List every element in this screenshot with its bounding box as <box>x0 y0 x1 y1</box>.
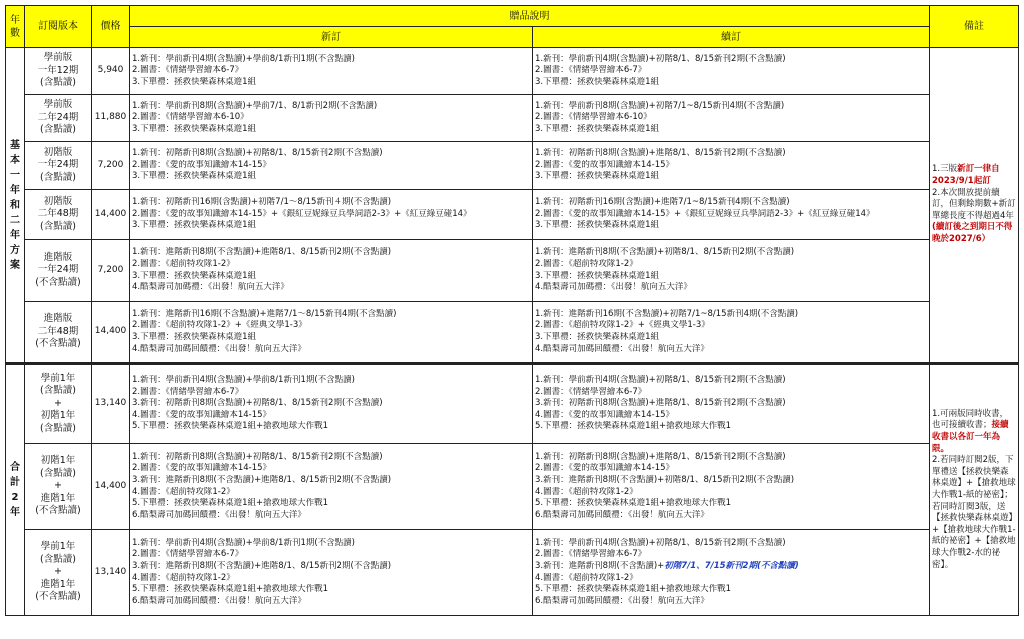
gift-line: 3.下單禮：拯救快樂森林桌遊1組 <box>132 76 257 87</box>
plan-line: (含點讀) <box>40 77 76 89</box>
gift-line: 3.下單禮：拯救快樂森林桌遊1組 <box>132 123 257 134</box>
plan-line: 一年24期 <box>37 159 79 171</box>
plan-line: (不含點讀) <box>35 591 81 603</box>
gift-line: 2.圖書：《情緒學習繪本6-7》 <box>132 386 244 397</box>
header-price-label: 價格 <box>100 21 121 32</box>
price-cell <box>92 240 130 302</box>
gift-line-highlight: 初階7/1、7/15新刊2期(不含點讀) <box>664 560 799 571</box>
header-renew-label: 續訂 <box>721 31 741 43</box>
note-paragraph <box>932 409 1016 455</box>
header-gift-label: 贈品說明 <box>509 10 550 22</box>
gift-line: 2.圖書：《情緒學習繪本6-7》 <box>535 386 647 397</box>
gift-line: 4.酷梨壽司加碼禮：《出發！航向五大洋》 <box>535 282 692 293</box>
gift-line: 2.圖書：《超前特攻隊1-2》+《經典文學1-3》 <box>535 320 710 331</box>
gift-line: 3.新刊：初階新刊8期(含點讀)+進階8/1、8/15新刊2期(不含點讀) <box>535 398 786 409</box>
plan-line: 初階1年 <box>40 455 76 467</box>
price-cell <box>92 48 130 95</box>
gift-line: 5.下單禮：拯救快樂森林桌遊1組+搶救地球大作戰1 <box>535 584 732 595</box>
new-gift-cell <box>130 190 533 240</box>
renew-gift-cell <box>533 530 930 616</box>
price-cell <box>92 364 130 444</box>
note-red: (續訂後之到期日不得晚於2027/6） <box>932 222 1013 244</box>
renew-gift-cell <box>533 302 930 364</box>
gift-line: 3.新刊：進階新刊8期(不含點讀)+初階8/1、8/15新刊2期(不含點讀) <box>535 474 795 485</box>
gift-line: 3.新刊：進階新刊8期(不含點讀)+進階8/1、8/15新刊2期(不含點讀) <box>132 560 392 571</box>
gift-line: 1.新刊：初階新刊8期(含點讀)+進階8/1、8/15新刊2期(不含點讀) <box>535 148 786 159</box>
subscription-table-container <box>5 5 1018 635</box>
gift-line: 2.圖書：《愛的故事知識繪本14-15》+《銀紅豆妮綠豆兵學詞語2-3》+《紅豆綠豆碰14》 <box>535 208 875 219</box>
new-gift-cell <box>130 302 533 364</box>
subscription-table <box>5 5 1019 616</box>
header-year-label: 年數 <box>10 14 20 39</box>
year-group-cell <box>6 48 25 364</box>
plan-line: 進階版 <box>43 313 73 325</box>
gift-line: 1.新刊：進階新刊16期(不含點讀)+初階7/1~8/15新刊4期(不含點讀) <box>535 308 799 319</box>
renew-gift-cell <box>533 95 930 142</box>
plan-line: 學前版 <box>43 99 73 111</box>
gift-line: 5.下單禮：拯救快樂森林桌遊1組+搶救地球大作戰1 <box>132 584 329 595</box>
price-value: 11,880 <box>94 112 127 123</box>
gift-line: 3.新刊：進階新刊8期(不含點讀)+進階8/1、8/15新刊2期(不含點讀) <box>132 474 392 485</box>
plan-line: 進階1年 <box>40 578 76 590</box>
gift-line: 5.下單禮：拯救快樂森林桌遊1組+搶救地球大作戰1 <box>535 421 732 432</box>
gift-line: 2.圖書：《情緒學習繪本6-7》 <box>535 65 647 76</box>
new-gift-cell <box>130 48 533 95</box>
gift-line: 1.新刊：初階新刊16期(含點讀)+初階7/1～8/15新刊４期(不含點讀) <box>132 197 392 208</box>
plan-line: 二年24期 <box>37 111 79 123</box>
plan-line: + <box>54 480 62 492</box>
renew-gift-cell <box>533 444 930 530</box>
gift-line-text: 3.新刊：進階新刊8期(不含點讀)+ <box>535 560 665 571</box>
plan-cell <box>25 190 92 240</box>
gift-line: 2.圖書：《情緒學習繪本6-10》 <box>132 112 249 123</box>
new-gift-cell <box>130 444 533 530</box>
plan-line: (含點讀) <box>40 124 76 136</box>
gift-line: 4.圖書：《超前特攻隊1-2》 <box>535 572 638 583</box>
plan-line: 進階版 <box>43 251 73 263</box>
note-red: 接續收書以各訂一年為限。 <box>932 420 1009 454</box>
gift-line: 5.下單禮：拯救快樂森林桌遊1組+搶救地球大作戰1 <box>132 498 329 509</box>
gift-line: 3.下單禮：拯救快樂森林桌遊1組 <box>132 270 257 281</box>
gift-line: 2.圖書：《情緒學習繪本6-10》 <box>535 112 652 123</box>
table-row <box>6 95 1019 142</box>
gift-line: 3.下單禮：拯救快樂森林桌遊1組 <box>535 270 660 281</box>
gift-line: 1.新刊：學前新刊4期(含點讀)+初階8/1、8/15新刊2期(不含點讀) <box>535 375 786 386</box>
gift-line: 2.圖書：《愛的故事知識繪本14-15》 <box>132 463 272 474</box>
gift-line: 5.下單禮：拯救快樂森林桌遊1組+搶救地球大作戰1 <box>132 421 329 432</box>
price-value: 7,200 <box>97 159 124 170</box>
plan-cell <box>25 142 92 190</box>
table-row <box>6 142 1019 190</box>
header-new-label: 新訂 <box>321 31 341 43</box>
gift-line: 1.新刊：初階新刊8期(含點讀)+進階8/1、8/15新刊2期(不含點讀) <box>535 451 786 462</box>
note-text: 1.三版 <box>932 164 958 175</box>
group-year-label: 合計2年 <box>10 462 20 518</box>
new-gift-cell <box>130 142 533 190</box>
gift-line: 3.下單禮：拯救快樂森林桌遊1組 <box>132 332 257 342</box>
new-gift-cell <box>130 364 533 444</box>
note-red: 新訂一律自2023/9/1起訂 <box>932 164 1000 187</box>
price-value: 14,400 <box>94 480 127 491</box>
price-value: 14,400 <box>94 326 127 337</box>
gift-line: 2.圖書：《超前特攻隊1-2》 <box>132 258 235 269</box>
table-row <box>6 240 1019 302</box>
gift-line: 5.下單禮：拯救快樂森林桌遊1組+搶救地球大作戰1 <box>535 498 732 509</box>
header-renew <box>533 27 930 48</box>
gift-line: 3.下單禮：拯救快樂森林桌遊1組 <box>535 332 660 342</box>
gift-line: 1.新刊：初階新刊16期(含點讀)+進階7/1~8/15新刊4期(不含點讀) <box>535 197 790 208</box>
plan-line: 學前版 <box>43 52 73 64</box>
gift-line: 3.下單禮：拯救快樂森林桌遊1組 <box>535 123 660 134</box>
plan-line: 一年24期 <box>37 264 79 276</box>
plan-line: (含點讀) <box>40 422 76 434</box>
plan-line: + <box>54 397 62 409</box>
gift-line: 1.新刊：進階新刊8期(不含點讀)+進階8/1、8/15新刊2期(不含點讀) <box>132 247 392 258</box>
header-new <box>130 27 533 48</box>
plan-line: 初階版 <box>43 146 73 158</box>
gift-line: 1.新刊：學前新刊4期(含點讀)+初階8/1、8/15新刊2期(不含點讀) <box>535 53 786 64</box>
plan-line: (含點讀) <box>40 171 76 183</box>
group-year-label: 基本一年和二年方案 <box>10 139 20 271</box>
plan-cell <box>25 240 92 302</box>
table-row <box>6 530 1019 616</box>
new-gift-cell <box>130 530 533 616</box>
price-cell <box>92 190 130 240</box>
new-gift-cell <box>130 95 533 142</box>
price-value: 14,400 <box>94 208 127 219</box>
price-value: 13,140 <box>94 566 127 577</box>
gift-line: 2.圖書：《情緒學習繪本6-7》 <box>132 549 244 560</box>
gift-line: 1.新刊：學前新刊4期(含點讀)+學前8/1新刊1期(不含點讀) <box>132 375 355 386</box>
gift-line: 2.圖書：《愛的故事知識繪本14-15》 <box>132 159 272 170</box>
plan-line: 進階1年 <box>40 492 76 504</box>
table-body <box>6 48 1019 616</box>
table-row <box>6 444 1019 530</box>
plan-cell <box>25 302 92 364</box>
price-cell <box>92 95 130 142</box>
plan-cell <box>25 95 92 142</box>
plan-line: (含點讀) <box>40 385 76 397</box>
gift-line: 2.圖書：《超前特攻隊1-2》 <box>535 258 638 269</box>
gift-line: 4.圖書：《超前特攻隊1-2》 <box>132 486 235 497</box>
gift-line: 1.新刊：學前新刊8期(含點讀)+學前7/1、8/1新刊2期(不含點讀) <box>132 100 378 111</box>
note-cell <box>930 48 1019 364</box>
gift-line: 2.圖書：《愛的故事知識繪本14-15》 <box>535 159 675 170</box>
new-gift-cell <box>130 240 533 302</box>
gift-line: 1.新刊：學前新刊4期(含點讀)+初階8/1、8/15新刊2期(不含點讀) <box>535 537 786 548</box>
plan-line: (不含點讀) <box>35 338 81 350</box>
plan-line: 初階1年 <box>40 410 76 422</box>
plan-line: (不含點讀) <box>35 276 81 288</box>
plan-cell <box>25 48 92 95</box>
gift-line: 1.新刊：學前新刊4期(含點讀)+學前8/1新刊1期(不含點讀) <box>132 53 355 64</box>
note-paragraph <box>932 188 1016 246</box>
gift-line: 4.酷梨壽司加碼回饋禮：《出發！航向五大洋》 <box>132 343 306 354</box>
table-row <box>6 364 1019 444</box>
gift-line: 3.下單禮：拯救快樂森林桌遊1組 <box>535 76 660 87</box>
gift-line: 3.下單禮：拯救快樂森林桌遊1組 <box>535 220 660 231</box>
plan-line: 初階版 <box>43 195 73 207</box>
gift-line: 6.酷梨壽司加碼回饋禮：《出發！航向五大洋》 <box>535 509 709 520</box>
price-value: 13,140 <box>94 398 127 409</box>
gift-line: 6.酷梨壽司加碼回饋禮：《出發！航向五大洋》 <box>535 595 709 606</box>
table-row <box>6 190 1019 240</box>
gift-line: 1.新刊：學前新刊8期(含點讀)+初階7/1~8/15新刊4期(不含點讀) <box>535 100 785 111</box>
note-text: 2.本次開放提前續訂，但剩餘期數+新訂單總長度不得超過4年 <box>932 187 1016 221</box>
plan-line: (含點讀) <box>40 220 76 232</box>
plan-cell <box>25 530 92 616</box>
gift-line: 2.圖書：《愛的故事知識繪本14-15》+《銀紅豆妮綠豆兵學詞語2-3》+《紅豆綠豆碰14》 <box>132 208 472 219</box>
gift-line: 2.圖書：《愛的故事知識繪本14-15》 <box>535 463 675 474</box>
note-paragraph <box>932 164 1016 187</box>
plan-line: 二年48期 <box>37 325 79 337</box>
gift-line: 1.新刊：初階新刊8期(含點讀)+初階8/1、8/15新刊2期(不含點讀) <box>132 451 383 462</box>
gift-line: 3.新刊：初階新刊8期(含點讀)+初階8/1、8/15新刊2期(不含點讀) <box>132 398 383 409</box>
note-cell <box>930 364 1019 616</box>
table-row <box>6 48 1019 95</box>
header-year <box>6 6 25 48</box>
gift-line: 2.圖書：《情緒學習繪本6-7》 <box>535 549 647 560</box>
gift-line: 1.新刊：學前新刊4期(含點讀)+學前8/1新刊1期(不含點讀) <box>132 537 355 548</box>
plan-cell <box>25 364 92 444</box>
renew-gift-cell <box>533 190 930 240</box>
gift-line: 2.圖書：《情緒學習繪本6-7》 <box>132 65 244 76</box>
gift-line: 4.圖書：《愛的故事知識繪本14-15》 <box>535 409 675 420</box>
table-row <box>6 302 1019 364</box>
renew-gift-cell <box>533 48 930 95</box>
gift-line: 1.新刊：初階新刊8期(含點讀)+初階8/1、8/15新刊2期(不含點讀) <box>132 148 383 159</box>
gift-line: 4.圖書：《愛的故事知識繪本14-15》 <box>132 409 272 420</box>
header-note <box>930 6 1019 48</box>
price-cell <box>92 444 130 530</box>
header-price <box>92 6 130 48</box>
header-plan <box>25 6 92 48</box>
plan-line: 學前1年 <box>40 541 76 553</box>
plan-line: (不含點讀) <box>35 505 81 517</box>
gift-line <box>535 561 927 573</box>
plan-line: 二年48期 <box>37 208 79 220</box>
renew-gift-cell <box>533 240 930 302</box>
note-paragraph: 2.若同時訂閱2版，下單禮送【拯救快樂森林桌遊】+【搶救地球大作戰1-紙的祕密】；若同時訂閱3版，送【拯救快樂森林桌遊】+【搶救地球大作戰1-紙的祕密】+【搶救地球大作戰2-水的祕密】。 <box>932 455 1016 570</box>
header-gift <box>130 6 930 27</box>
plan-line: (含點讀) <box>40 467 76 479</box>
renew-gift-cell <box>533 142 930 190</box>
gift-line: 3.下單禮：拯救快樂森林桌遊1組 <box>132 220 257 231</box>
price-cell <box>92 142 130 190</box>
price-value: 5,940 <box>97 65 124 76</box>
header-note-label: 備註 <box>964 21 984 32</box>
gift-line: 4.圖書：《超前特攻隊1-2》 <box>132 572 235 583</box>
plan-cell <box>25 444 92 530</box>
plan-line: 一年12期 <box>37 64 79 76</box>
renew-gift-cell <box>533 364 930 444</box>
plan-line: + <box>54 566 62 578</box>
gift-line: 6.酷梨壽司加碼回饋禮：《出發！航向五大洋》 <box>132 509 306 520</box>
gift-line: 2.圖書：《超前特攻隊1-2》+《經典文學1-3》 <box>132 320 307 331</box>
gift-line: 4.酷梨壽司加碼禮：《出發！航向五大洋》 <box>132 282 289 293</box>
gift-line: 3.下單禮：拯救快樂森林桌遊1組 <box>535 171 660 182</box>
price-value: 7,200 <box>97 264 124 275</box>
header-plan-label: 訂閱版本 <box>38 21 78 32</box>
price-cell <box>92 302 130 364</box>
note-text: 1.可兩版同時收書，也可接續收書； <box>932 408 1009 431</box>
year-group-cell <box>6 364 25 616</box>
gift-line: 4.酷梨壽司加碼回饋禮：《出發！航向五大洋》 <box>535 343 709 354</box>
price-cell <box>92 530 130 616</box>
gift-line: 1.新刊：進階新刊8期(不含點讀)+初階8/1、8/15新刊2期(不含點讀) <box>535 247 795 258</box>
gift-line: 1.新刊：進階新刊16期(不含點讀)+進階7/1～8/15新刊4期(不含點讀) <box>132 308 397 319</box>
gift-line: 3.下單禮：拯救快樂森林桌遊1組 <box>132 171 257 182</box>
plan-line: (含點讀) <box>40 553 76 565</box>
gift-line: 6.酷梨壽司加碼回饋禮：《出發！航向五大洋》 <box>132 595 306 606</box>
plan-line: 學前1年 <box>40 372 76 384</box>
gift-line: 4.圖書：《超前特攻隊1-2》 <box>535 486 638 497</box>
